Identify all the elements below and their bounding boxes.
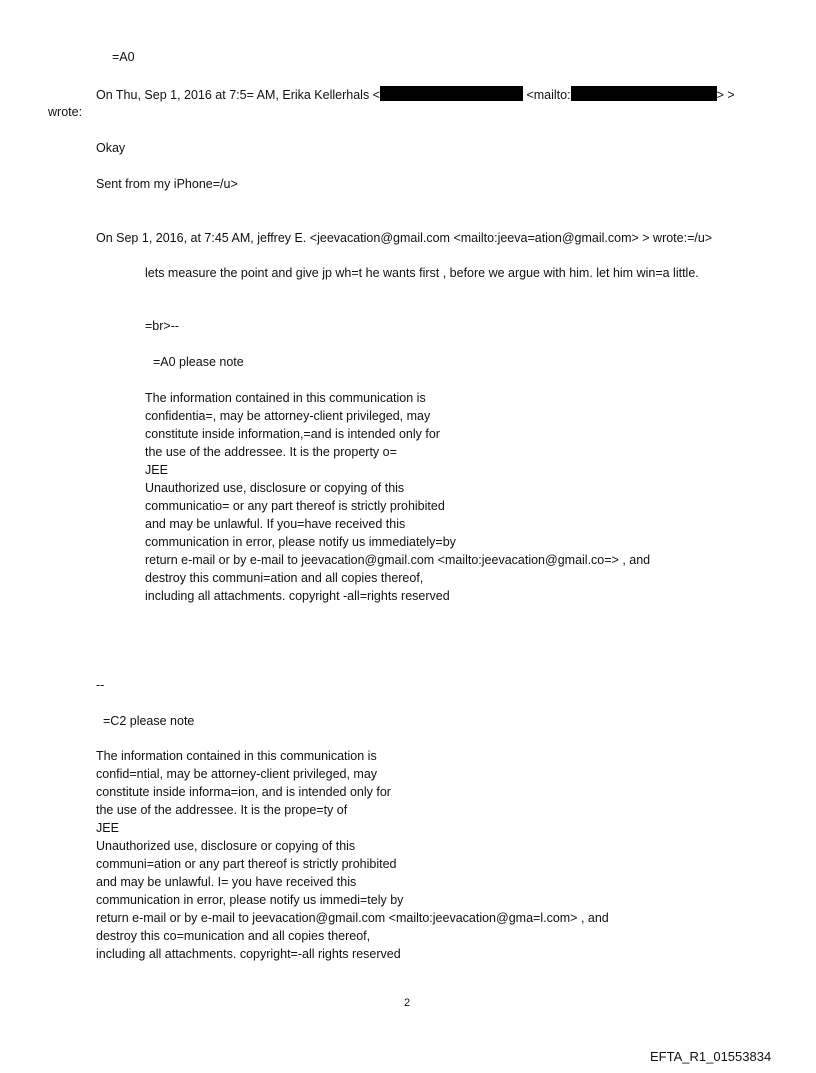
disclaimer-line: The information contained in this communication is (96, 749, 377, 763)
disclaimer-line: JEE (145, 463, 168, 477)
disclaimer-line: the use of the addressee. It is the prope=ty of (96, 803, 348, 817)
disclaimer-inner (145, 389, 650, 605)
signature-separator: =br>-- (145, 319, 180, 333)
disclaimer-line: return e-mail or by e-mail to jeevacation@gmail.com <mailto:jeevacation@gma=l.com> , and (96, 911, 609, 925)
redaction-box (571, 86, 717, 101)
disclaimer-line: including all attachments. copyright=-all rights reserved (96, 947, 401, 961)
disclaimer-outer (96, 747, 609, 963)
header-line-1 (96, 86, 735, 104)
reply-okay: Okay (96, 141, 126, 155)
disclaimer-line: destroy this communi=ation and all copies thereof, (145, 571, 424, 585)
disclaimer-line: The information contained in this communication is (145, 391, 426, 405)
disclaimer-line: Unauthorized use, disclosure or copying of this (96, 839, 356, 853)
disclaimer-line: constitute inside information,=and is intended only for (145, 427, 440, 441)
document-id: EFTA_R1_01553834 (650, 1049, 772, 1064)
header1-wrote: wrote: (48, 105, 83, 119)
page-number: 2 (404, 997, 411, 1009)
disclaimer-line: and may be unlawful. I= you have received this (96, 875, 357, 889)
disclaimer-line: constitute inside informa=ion, and is intended only for (96, 785, 391, 799)
header1-close: > > (716, 88, 735, 102)
disclaimer-line: confid=ntial, may be attorney-client privileged, may (96, 767, 378, 781)
disclaimer-line: Unauthorized use, disclosure or copying of this (145, 481, 405, 495)
disclaimer-line: communi=ation or any part thereof is strictly prohibited (96, 857, 397, 871)
message-body: lets measure the point and give jp wh=t he wants first , before we argue with him. let him win=a little. (145, 266, 699, 280)
signature-note: =A0 please note (153, 355, 244, 369)
disclaimer-line: return e-mail or by e-mail to jeevacation@gmail.com <mailto:jeevacation@gmail.co=> , and (145, 553, 651, 567)
outer-note: =C2 please note (103, 714, 195, 728)
disclaimer-line: destroy this co=munication and all copies thereof, (96, 929, 371, 943)
disclaimer-line: and may be unlawful. If you=have received this (145, 517, 406, 531)
disclaimer-line: communication in error, please notify us immediately=by (145, 535, 456, 549)
outer-separator: -- (96, 678, 105, 692)
redaction-box (380, 86, 523, 101)
disclaimer-line: JEE (96, 821, 119, 835)
disclaimer-line: the use of the addressee. It is the property o= (145, 445, 397, 459)
header1-mailto: <mailto: (526, 88, 571, 102)
header-line-2: On Sep 1, 2016, at 7:45 AM, jeffrey E. <jeevacation@gmail.com <mailto:jeeva=ation@gmail.com> > wrote:=/u> (96, 231, 713, 245)
disclaimer-line: confidentia=, may be attorney-client privileged, may (145, 409, 431, 423)
sent-from: Sent from my iPhone=/u> (96, 177, 238, 191)
disclaimer-line: communication in error, please notify us immedi=tely by (96, 893, 404, 907)
disclaimer-line: communicatio= or any part thereof is strictly prohibited (145, 499, 445, 513)
disclaimer-line: including all attachments. copyright -all=rights reserved (145, 589, 450, 603)
header1-prefix: On Thu, Sep 1, 2016 at 7:5= AM, Erika Kellerhals < (96, 88, 380, 102)
top-marker: =A0 (112, 50, 135, 64)
